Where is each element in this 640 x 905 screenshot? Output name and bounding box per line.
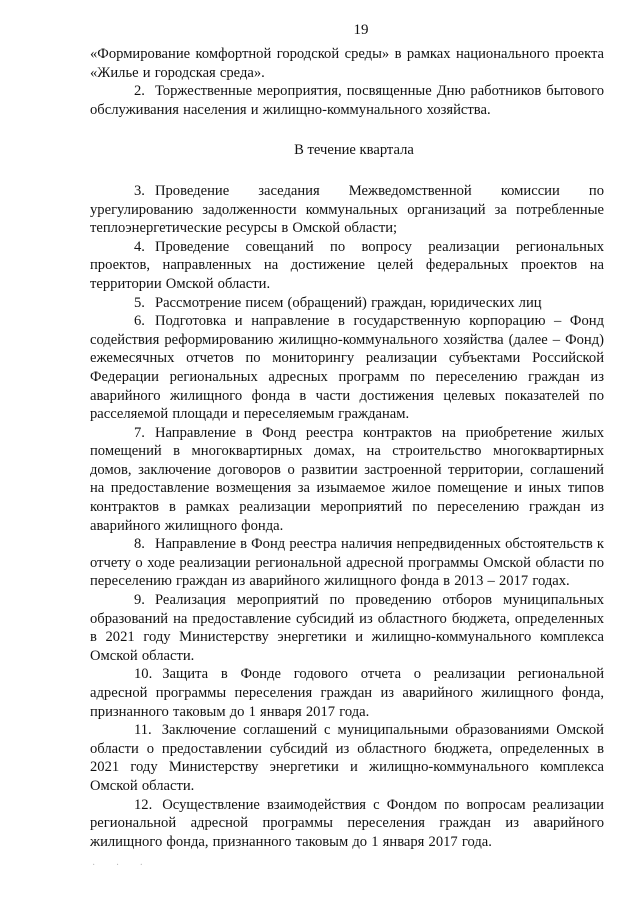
item-text: Реализация мероприятий по проведению отборов муниципальных образований на предоставление субсидий из областного бюджета, определенных в 2021 году Министерству энергетики и жилищно-коммунального комплекса Омской области. xyxy=(90,592,604,664)
item-number: 11. xyxy=(134,722,152,739)
item-text: Проведение заседания Межведомственной комиссии по урегулированию задолженности коммунальных организаций за потребленные теплоэнергетические ресурсы в Омской области; xyxy=(90,182,604,237)
list-item-11 xyxy=(90,721,604,795)
scan-noise: · · · xyxy=(92,860,152,871)
item-text: Подготовка и направление в государственную корпорацию – Фонд содействия реформированию жилищно-коммунального хозяйства (далее – Фонд) ежемесячных отчетов по мониторингу реализации субъектами Российской Федерации региональных адресных программ по переселению граждан из аварийного жилищного фонда в части достижения целевых показателей по расселяемой площади и переселяемым гражданам. xyxy=(90,313,604,423)
item-text: Осуществление взаимодействия с Фондом по вопросам реализации региональной адресной программы переселения граждан из аварийного жилищного фонда, признанного таковым до 1 января 2017 года. xyxy=(90,796,604,850)
item-text: Направление в Фонд реестра наличия непредвиденных обстоятельств к отчету о ходе реализации региональной адресной программы Омской области по переселению граждан из аварийного жилищного фонда в 2013 – 2017 годах. xyxy=(90,536,604,590)
page-number: 19 xyxy=(353,22,369,38)
section-heading: В течение квартала xyxy=(294,142,414,159)
list-item-3 xyxy=(90,182,604,238)
item-number: 12. xyxy=(134,796,153,813)
intro-continuation: «Формирование комфортной городской среды» в рамках национального проекта «Жилье и городская среда». xyxy=(90,46,604,81)
item-number: 2. xyxy=(134,83,145,100)
item-number: 10. xyxy=(134,666,153,683)
item-text: Защита в Фонде годового отчета о реализации региональной адресной программы переселения граждан из аварийного жилищного фонда, признанного таковым до 1 января 2017 года. xyxy=(90,666,604,720)
list-item-10 xyxy=(90,665,604,721)
list-item-4 xyxy=(90,238,604,294)
list-item-6 xyxy=(90,312,604,424)
item-text: Направление в Фонд реестра контрактов на приобретение жилых помещений в многоквартирных домах, на строительство многоквартирных домов, заключение договоров о развитии застроенной территории, соглашений на предоставление возмещения за изымаемое жилое помещение и иных типов контрактов в рамках реализации мероприятий по переселению граждан из аварийного жилищного фонда. xyxy=(90,424,604,534)
item-number: 3. xyxy=(134,182,145,199)
item-number: 5. xyxy=(134,294,145,311)
item-text: Проведение совещаний по вопросу реализации региональных проектов, направленных на достижение целей федеральных проектов на территории Омской области. xyxy=(90,238,604,292)
item-number: 7. xyxy=(134,424,145,441)
list-item-8 xyxy=(90,535,604,591)
item-number: 8. xyxy=(134,536,145,553)
item-text: Заключение соглашений с муниципальными образованиями Омской области о предоставлении субсидий из областного бюджета, определенных в 2021 году Министерству энергетики и жилищно-коммунального комплекса Омской области. xyxy=(90,722,604,794)
list-item-9 xyxy=(90,591,604,665)
list-item-5 xyxy=(90,294,604,313)
item-number: 6. xyxy=(134,313,145,330)
item-text: Рассмотрение писем (обращений) граждан, юридических лиц xyxy=(154,294,542,311)
item-number: 9. xyxy=(134,592,145,609)
list-item-2 xyxy=(90,82,604,119)
item-number: 4. xyxy=(134,238,145,255)
list-item-12 xyxy=(90,796,604,852)
item-text: Торжественные мероприятия, посвященные Дню работников бытового обслуживания населения и жилищно-коммунального хозяйства. xyxy=(90,83,604,118)
list-item-7 xyxy=(90,424,604,536)
